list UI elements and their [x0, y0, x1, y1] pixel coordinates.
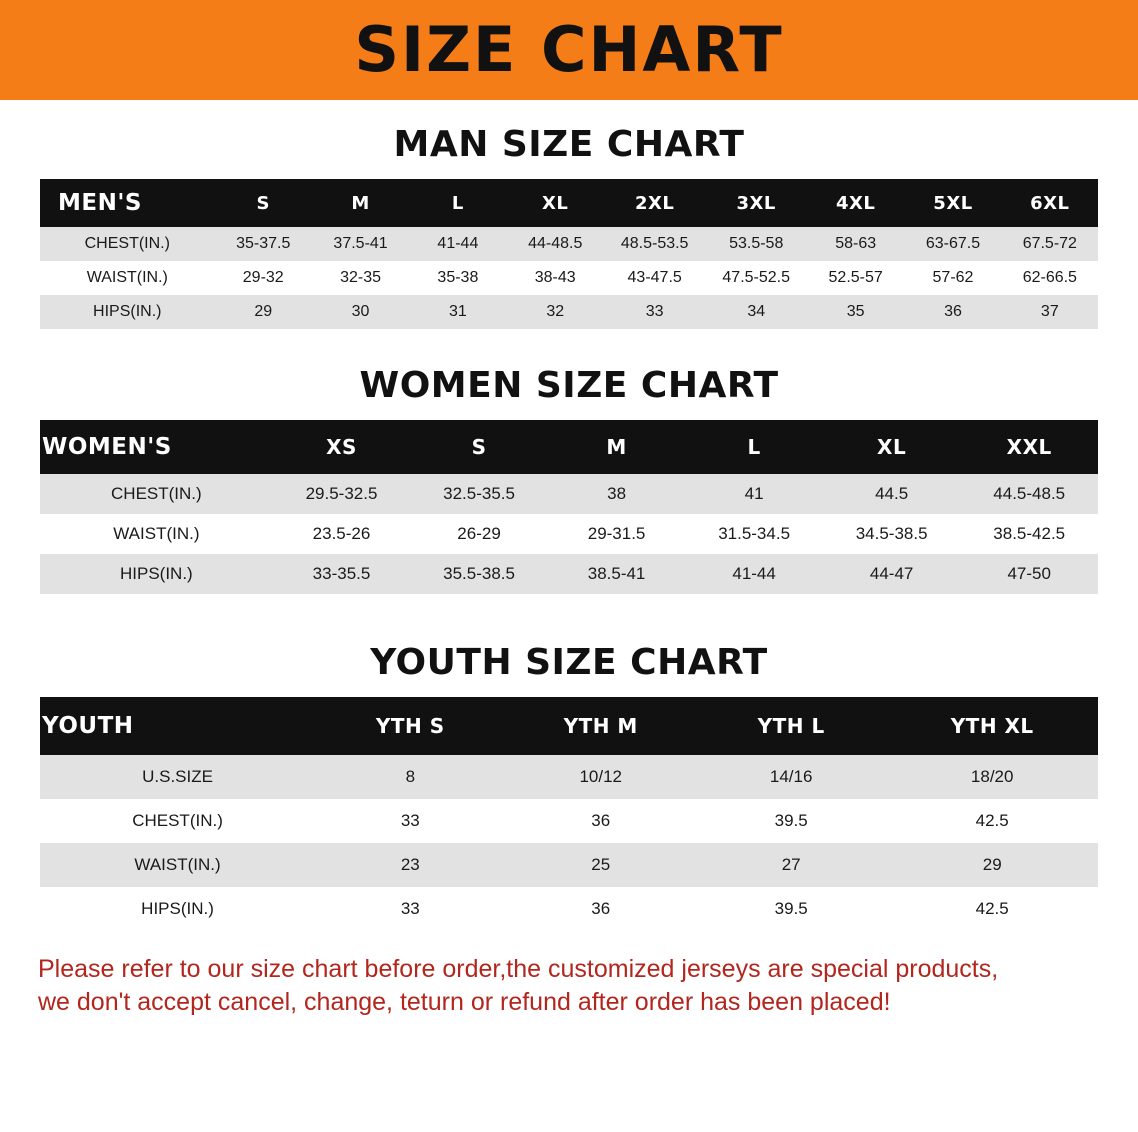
cell: 44-48.5 — [507, 227, 604, 261]
cell: 35-37.5 — [215, 227, 312, 261]
table-row — [40, 514, 1098, 554]
men-header-s: S — [215, 179, 312, 227]
cell: 41-44 — [409, 227, 506, 261]
row-label: HIPS(IN.) — [40, 887, 315, 931]
cell: 44.5-48.5 — [960, 474, 1098, 514]
cell: 42.5 — [886, 887, 1098, 931]
women-header-xl: XL — [823, 420, 961, 474]
table-row — [40, 887, 1098, 931]
table-row — [40, 843, 1098, 887]
cell: 30 — [312, 295, 409, 329]
cell: 36 — [506, 799, 696, 843]
women-table-wrap — [0, 420, 1138, 594]
cell: 14/16 — [696, 755, 886, 799]
table-row — [40, 474, 1098, 514]
women-table-body — [40, 474, 1098, 594]
cell: 35-38 — [409, 261, 506, 295]
cell: 57-62 — [904, 261, 1001, 295]
cell: 18/20 — [886, 755, 1098, 799]
cell: 44-47 — [823, 554, 961, 594]
disclaimer-line-2: we don't accept cancel, change, teturn or refund after order has been placed! — [38, 988, 891, 1017]
cell: 34 — [705, 295, 807, 329]
row-label: CHEST(IN.) — [40, 227, 215, 261]
men-header-m: M — [312, 179, 409, 227]
women-header-m: M — [548, 420, 686, 474]
table-row — [40, 554, 1098, 594]
women-section-title: WOMEN SIZE CHART — [359, 365, 779, 406]
cell: 42.5 — [886, 799, 1098, 843]
man-table-wrap — [0, 179, 1138, 329]
youth-header-s: YTH S — [315, 697, 505, 755]
cell: 36 — [506, 887, 696, 931]
cell: 38.5-42.5 — [960, 514, 1098, 554]
men-table-body — [40, 227, 1098, 329]
women-header-xs: XS — [273, 420, 411, 474]
men-table-head — [40, 179, 1098, 227]
cell: 38 — [548, 474, 686, 514]
cell: 31.5-34.5 — [685, 514, 823, 554]
cell: 33 — [604, 295, 706, 329]
cell: 38.5-41 — [548, 554, 686, 594]
cell: 26-29 — [410, 514, 548, 554]
cell: 39.5 — [696, 799, 886, 843]
cell: 41 — [685, 474, 823, 514]
cell: 41-44 — [685, 554, 823, 594]
youth-size-table — [40, 697, 1098, 931]
cell: 33 — [315, 887, 505, 931]
women-header-l: L — [685, 420, 823, 474]
cell: 48.5-53.5 — [604, 227, 706, 261]
cell: 29 — [215, 295, 312, 329]
women-size-table — [40, 420, 1098, 594]
cell: 67.5-72 — [1002, 227, 1098, 261]
cell: 62-66.5 — [1002, 261, 1098, 295]
cell: 32-35 — [312, 261, 409, 295]
table-header-row — [40, 697, 1098, 755]
men-header-5xl: 5XL — [904, 179, 1001, 227]
table-header-row — [40, 420, 1098, 474]
cell: 29 — [886, 843, 1098, 887]
cell: 33 — [315, 799, 505, 843]
cell: 38-43 — [507, 261, 604, 295]
cell: 8 — [315, 755, 505, 799]
men-header-label: MEN'S — [40, 179, 215, 227]
men-header-2xl: 2XL — [604, 179, 706, 227]
cell: 35 — [807, 295, 904, 329]
banner-title: SIZE CHART — [354, 13, 784, 86]
disclaimer-note — [38, 953, 1100, 1020]
men-size-table — [40, 179, 1098, 329]
row-label: WAIST(IN.) — [40, 261, 215, 295]
youth-table-wrap — [0, 697, 1138, 931]
table-row — [40, 799, 1098, 843]
cell: 31 — [409, 295, 506, 329]
men-header-6xl: 6XL — [1002, 179, 1098, 227]
row-label: WAIST(IN.) — [40, 514, 273, 554]
cell: 52.5-57 — [807, 261, 904, 295]
men-header-3xl: 3XL — [705, 179, 807, 227]
men-header-4xl: 4XL — [807, 179, 904, 227]
row-label: WAIST(IN.) — [40, 843, 315, 887]
disclaimer-line-1: Please refer to our size chart before order,the customized jerseys are special products, — [38, 955, 999, 983]
cell: 27 — [696, 843, 886, 887]
youth-header-m: YTH M — [506, 697, 696, 755]
cell: 43-47.5 — [604, 261, 706, 295]
cell: 36 — [904, 295, 1001, 329]
women-header-xxl: XXL — [960, 420, 1098, 474]
cell: 34.5-38.5 — [823, 514, 961, 554]
women-header-label: WOMEN'S — [40, 420, 273, 474]
youth-header-label: YOUTH — [40, 697, 315, 755]
youth-section-title: YOUTH SIZE CHART — [370, 642, 768, 683]
table-row — [40, 755, 1098, 799]
row-label: HIPS(IN.) — [40, 295, 215, 329]
youth-table-body — [40, 755, 1098, 931]
cell: 32.5-35.5 — [410, 474, 548, 514]
man-section-title: MAN SIZE CHART — [393, 124, 745, 165]
cell: 63-67.5 — [904, 227, 1001, 261]
cell: 10/12 — [506, 755, 696, 799]
table-row — [40, 261, 1098, 295]
youth-header-xl: YTH XL — [886, 697, 1098, 755]
cell: 32 — [507, 295, 604, 329]
cell: 25 — [506, 843, 696, 887]
youth-table-head — [40, 697, 1098, 755]
cell: 29-31.5 — [548, 514, 686, 554]
banner — [0, 0, 1138, 100]
cell: 35.5-38.5 — [410, 554, 548, 594]
table-row — [40, 295, 1098, 329]
table-row — [40, 227, 1098, 261]
cell: 44.5 — [823, 474, 961, 514]
cell: 29.5-32.5 — [273, 474, 411, 514]
cell: 23.5-26 — [273, 514, 411, 554]
men-header-xl: XL — [507, 179, 604, 227]
cell: 37.5-41 — [312, 227, 409, 261]
row-label: HIPS(IN.) — [40, 554, 273, 594]
row-label: U.S.SIZE — [40, 755, 315, 799]
women-table-head — [40, 420, 1098, 474]
table-header-row — [40, 179, 1098, 227]
row-label: CHEST(IN.) — [40, 474, 273, 514]
cell: 39.5 — [696, 887, 886, 931]
men-header-l: L — [409, 179, 506, 227]
cell: 47-50 — [960, 554, 1098, 594]
cell: 37 — [1002, 295, 1098, 329]
cell: 29-32 — [215, 261, 312, 295]
cell: 23 — [315, 843, 505, 887]
cell: 58-63 — [807, 227, 904, 261]
cell: 33-35.5 — [273, 554, 411, 594]
youth-header-l: YTH L — [696, 697, 886, 755]
cell: 53.5-58 — [705, 227, 807, 261]
cell: 47.5-52.5 — [705, 261, 807, 295]
women-header-s: S — [410, 420, 548, 474]
row-label: CHEST(IN.) — [40, 799, 315, 843]
